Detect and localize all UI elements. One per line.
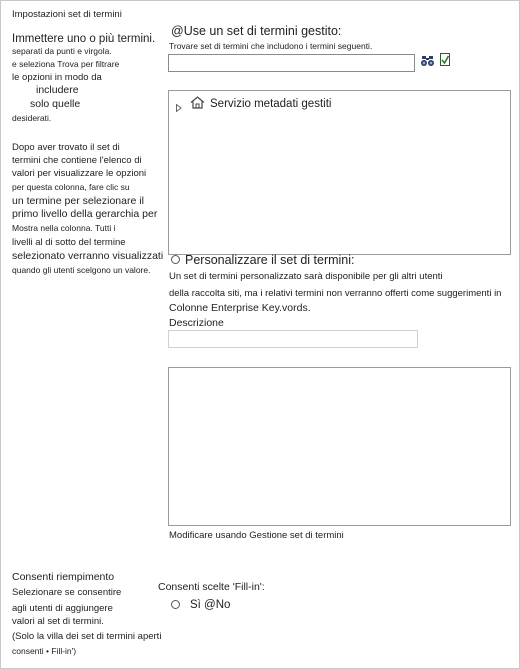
custom-term-set-editor[interactable] [168,367,511,526]
section-title-term-set-settings: Impostazioni set di termini [12,9,122,20]
fill-in-radio[interactable] [171,600,180,609]
section1-desc2-line: Mostra nella colonna. Tutti i [12,223,116,233]
section1-desc-line: separati da punti e virgola. [12,46,112,56]
section1-desc2-line: un termine per selezionare il [12,195,144,207]
section2-desc-line: agli utenti di aggiungere [12,603,113,614]
description-input[interactable] [168,330,418,348]
section-title-allow-fill-in: Consenti riempimento [12,571,115,583]
section1-desc-line: solo quelle [30,98,81,110]
section1-desc2-line: termini che contiene l'elenco di [12,155,142,166]
section1-desc-line: e seleziona Trova per filtrare [12,59,120,69]
section2-desc-line: valori al set di termini. [12,616,104,627]
find-term-sets-hint: Trovare set di termini che includono i termini seguenti. [169,41,373,51]
use-managed-term-set-radio-label[interactable]: @Use un set di termini gestito: [171,24,342,38]
expand-triangle-icon[interactable] [176,99,182,107]
custom-desc-line: Colonne Enterprise Key.vords. [169,302,311,314]
section1-desc2-line: livelli al di sotto del termine [12,237,126,248]
section1-desc-line: le opzioni in modo da [12,72,102,83]
fill-in-option-label[interactable]: Sì @No [190,599,231,611]
section1-desc2-line: primo livello della gerarchia per [12,208,158,220]
custom-desc-line: della raccolta siti, ma i relativi termini non verranno offerti come suggerimenti in [169,288,502,299]
section1-desc-line: Immettere uno o più termini. [12,33,156,45]
section2-desc-line: Selezionare se consentire [12,587,122,598]
binoculars-icon[interactable] [421,54,434,66]
term-set-tree[interactable] [168,90,511,255]
section1-desc-line: desiderati. [12,113,52,123]
section1-desc-line: includere [36,84,79,96]
section1-desc2-line: per questa colonna, fare clic su [12,182,130,192]
customize-term-set-label[interactable]: Personalizzare il set di termini: [185,253,355,267]
tree-root-managed-metadata-service[interactable]: Servizio metadati gestiti [210,98,332,110]
edit-using-term-store-manager-link[interactable]: Modificare usando Gestione set di termini [169,530,344,541]
section2-desc-line: consenti • Fill-in') [12,646,77,656]
allow-fill-in-question: Consenti scelte 'Fill-in': [158,581,265,593]
customize-term-set-radio[interactable] [171,255,180,264]
custom-desc-line: Un set di termini personalizzato sarà disponibile per gli altri utenti [169,271,443,282]
browse-icon[interactable] [440,53,451,66]
home-icon [190,96,205,109]
section1-desc2-line: quando gli utenti scelgono un valore. [12,265,151,275]
description-label: Descrizione [169,317,224,329]
section1-desc2-line: Dopo aver trovato il set di [12,142,120,153]
section1-desc2-line: valori per visualizzare le opzioni [12,168,147,179]
section1-desc2-line: selezionato verranno visualizzati [12,250,164,262]
section2-desc-line: (Solo la villa dei set di termini aperti [12,631,162,642]
find-term-sets-input[interactable] [168,54,415,72]
